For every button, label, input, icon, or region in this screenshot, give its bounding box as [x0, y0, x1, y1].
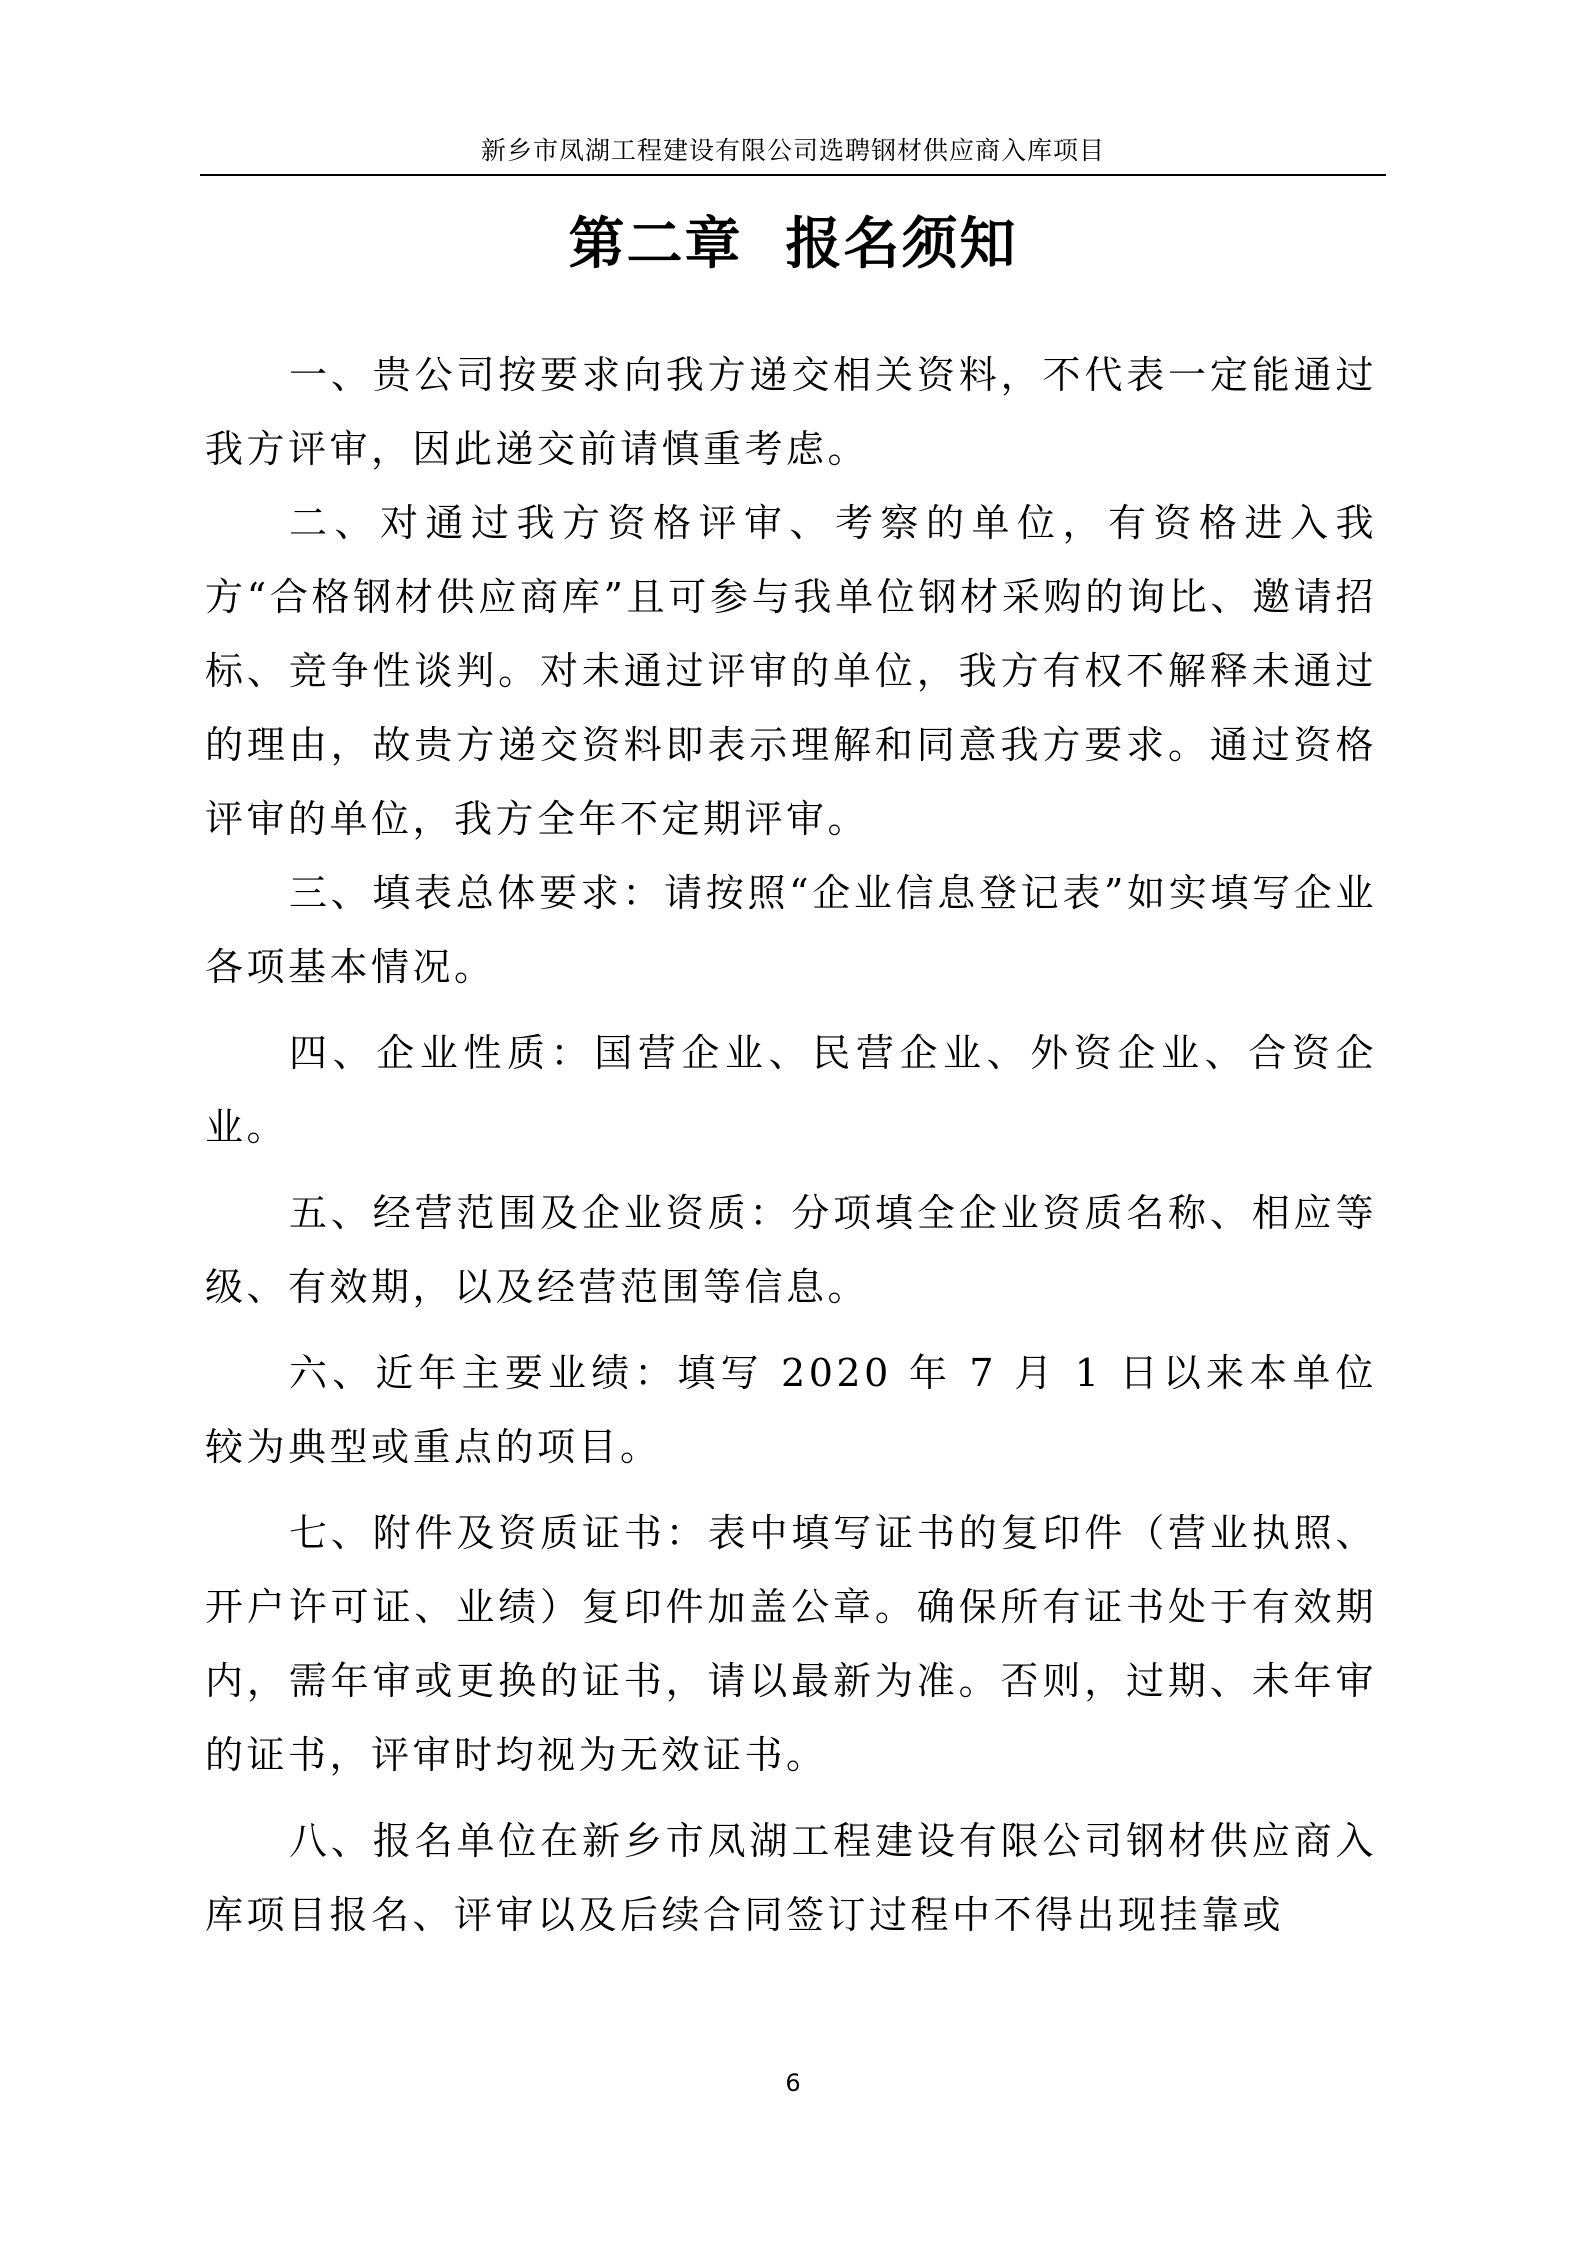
paragraph-1: 一、贵公司按要求向我方递交相关资料，不代表一定能通过我方评审，因此递交前请慎重考虑。 [205, 353, 1377, 471]
page-number: 6 [785, 2069, 801, 2097]
paragraph-4: 四、企业性质：国营企业、民营企业、外资企业、合资企业。 [205, 1031, 1377, 1149]
running-header: 新乡市凤湖工程建设有限公司选聘钢材供应商入库项目 [480, 136, 1105, 165]
paragraph-7: 七、附件及资质证书：表中填写证书的复印件（营业执照、开户许可证、业绩）复印件加盖公章。确保所有证书处于有效期内，需年审或更换的证书，请以最新为准。否则，过期、未年审的证书，评审时均视为无效证书。 [205, 1511, 1377, 1777]
paragraph-6: 六、近年主要业绩：填写 2020 年 7 月 1 日以来本单位较为典型或重点的项目。 [205, 1351, 1377, 1469]
header-rule [200, 174, 1386, 176]
paragraph-2: 二、对通过我方资格评审、考察的单位，有资格进入我方“合格钢材供应商库”且可参与我单位钢材采购的询比、邀请招标、竞争性谈判。对未通过评审的单位，我方有权不解释未通过的理由，故贵方递交资料即表示理解和同意我方要求。通过资格评审的单位，我方全年不定期评审。 [205, 501, 1377, 841]
document-body [205, 338, 1377, 1952]
paragraph-5: 五、经营范围及企业资质：分项填全企业资质名称、相应等级、有效期，以及经营范围等信息。 [205, 1191, 1377, 1309]
paragraph-3: 三、填表总体要求：请按照“企业信息登记表”如实填写企业各项基本情况。 [205, 871, 1377, 989]
chapter-title: 第二章 报名须知 [568, 212, 1018, 277]
paragraph-8: 八、报名单位在新乡市凤湖工程建设有限公司钢材供应商入库项目报名、评审以及后续合同签订过程中不得出现挂靠或 [205, 1819, 1377, 1937]
